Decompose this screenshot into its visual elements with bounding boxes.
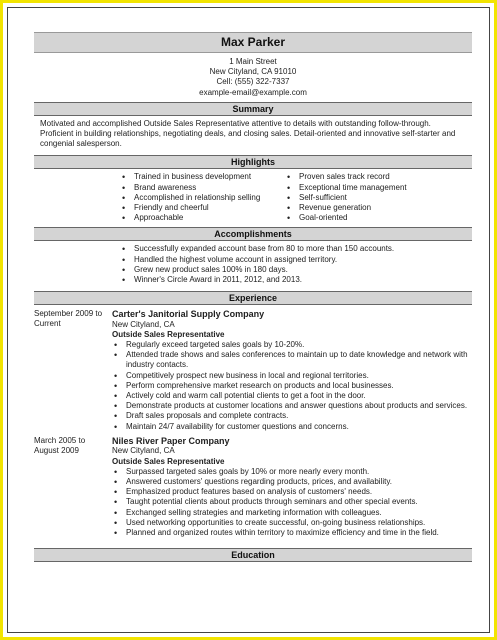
experience-heading: Experience <box>34 291 472 305</box>
resume-name: Max Parker <box>34 32 472 53</box>
document-border <box>7 7 490 633</box>
list-item: • Trained in business development <box>120 172 285 182</box>
experience-entry <box>34 309 472 432</box>
list-item: • Revenue generation <box>285 203 450 213</box>
list-item: • Exchanged selling strategies and marketing information with colleagues. <box>112 508 472 518</box>
list-item: • Grew new product sales 100% in 180 days. <box>120 265 472 275</box>
summary-heading: Summary <box>34 102 472 116</box>
summary-text: Motivated and accomplished Outside Sales Representative attentive to details with outstanding follow-through. Proficient in building relationships, negotiating deals, and closing sales. Detail-oriented and innovative self-starter and congenial salesperson. <box>40 118 456 149</box>
date-from: September 2009 to <box>34 309 103 319</box>
date-from: March 2005 to <box>34 435 86 445</box>
list-item: • Draft sales proposals and complete contracts. <box>112 411 472 421</box>
contact-street: 1 Main Street <box>229 57 277 66</box>
list-item: • Handled the highest volume account in assigned territory. <box>120 255 472 265</box>
list-item: • Perform comprehensive market research on products and local businesses. <box>112 381 472 391</box>
list-item: • Maintain 24/7 availability for customer questions and concerns. <box>112 422 472 432</box>
job-duties-list <box>112 340 472 432</box>
list-item: • Answered customers' questions regarding products, prices, and availability. <box>112 477 472 487</box>
list-item: • Emphasized product features based on analysis of customers' needs. <box>112 487 472 497</box>
list-item: • Competitively prospect new business in local and regional territories. <box>112 371 472 381</box>
list-item: • Friendly and cheerful <box>120 203 285 213</box>
company-name: Carter's Janitorial Supply Company <box>112 309 265 320</box>
experience-dates <box>34 309 112 432</box>
list-item: • Exceptional time management <box>285 183 450 193</box>
company-location: New Cityland, CA <box>112 446 175 456</box>
list-item: • Approachable <box>120 213 285 223</box>
list-item: • Winner's Circle Award in 2011, 2012, and 2013. <box>120 275 472 285</box>
contact-email: example-email@example.com <box>199 87 307 97</box>
highlights-left-column <box>120 172 285 223</box>
list-item: • Actively cold and warm call potential clients to get a foot in the door. <box>112 391 472 401</box>
highlights-heading: Highlights <box>34 155 472 169</box>
experience-body <box>112 309 472 432</box>
list-item: • Demonstrate products at customer locations and answer questions about products and services. <box>112 401 472 411</box>
resume-document <box>34 32 472 562</box>
list-item: • Self-sufficient <box>285 193 450 203</box>
education-heading: Education <box>34 548 472 562</box>
list-item: • Goal-oriented <box>285 213 450 223</box>
list-item: • Brand awareness <box>120 183 285 193</box>
list-item: • Used networking opportunities to create successful, on-going business relationships. <box>112 518 472 528</box>
contact-city: New Cityland, CA 91010 <box>209 67 297 77</box>
list-item: • Regularly exceed targeted sales goals by 10-20%. <box>112 340 472 350</box>
date-to: August 2009 <box>34 446 79 456</box>
contact-cell: Cell: (555) 322-7337 <box>216 77 290 87</box>
accomplishments-list <box>34 244 472 285</box>
list-item: • Successfully expanded account base from 80 to more than 150 accounts. <box>120 244 472 254</box>
accomplishments-heading: Accomplishments <box>34 227 472 241</box>
experience-dates <box>34 436 112 538</box>
date-to: Current <box>34 319 61 329</box>
company-location: New Cityland, CA <box>112 319 175 329</box>
list-item: • Planned and organized routes within territory to maximize efficiency and time in the field. <box>112 528 472 538</box>
list-item: • Accomplished in relationship selling <box>120 193 285 203</box>
highlights-right-column <box>285 172 450 223</box>
company-name: Niles River Paper Company <box>112 435 230 446</box>
job-title: Outside Sales Representative <box>112 456 225 466</box>
list-item: • Proven sales track record <box>285 172 450 182</box>
contact-block <box>34 57 472 98</box>
experience-entry <box>34 436 472 538</box>
job-title: Outside Sales Representative <box>112 329 225 339</box>
list-item: • Attended trade shows and sales conferences to maintain up to date knowledge and network with industry contacts. <box>112 350 472 370</box>
job-duties-list <box>112 467 472 538</box>
experience-body <box>112 436 472 538</box>
list-item: • Surpassed targeted sales goals by 10% or more nearly every month. <box>112 467 472 477</box>
list-item: • Taught potential clients about products through seminars and other special events. <box>112 497 472 507</box>
highlights-list <box>34 172 472 223</box>
